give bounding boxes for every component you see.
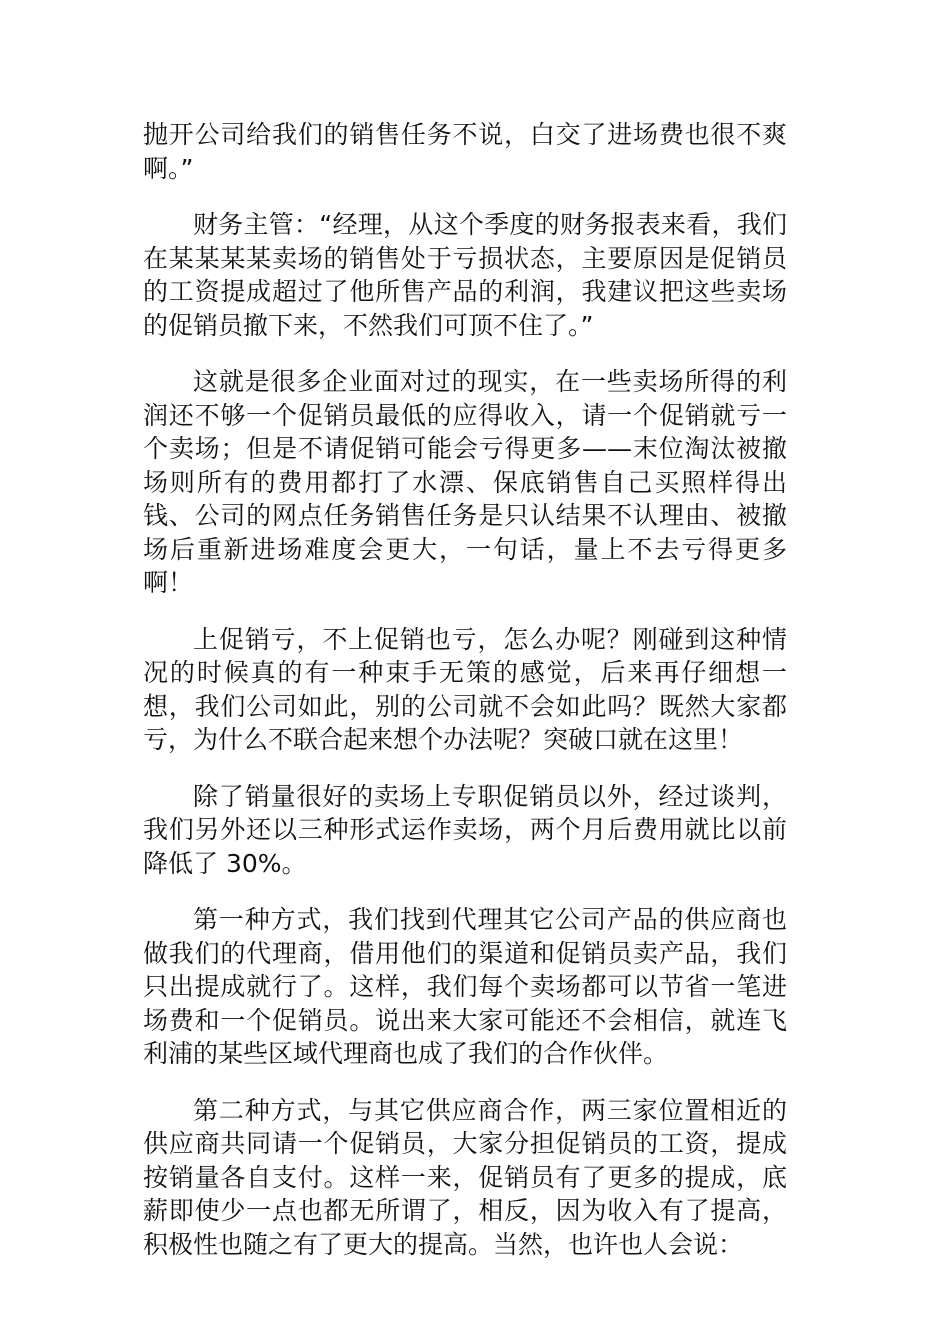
paragraph-continuation: 抛开公司给我们的销售任务不说，白交了进场费也很不爽啊。” xyxy=(143,120,787,183)
paragraph-method-one: 第一种方式，我们找到代理其它公司产品的供应商也做我们的代理商，借用他们的渠道和促销员卖产品，我们只出提成就行了。这样，我们每个卖场都可以节省一笔进场费和一个促销员。说出来大家可能还不会相信，就连飞利浦的某些区域代理商也成了我们的合作伙伴。 xyxy=(143,905,787,1068)
paragraph-finance-manager-quote: 财务主管：“经理，从这个季度的财务报表来看，我们在某某某某卖场的销售处于亏损状态，主要原因是促销员的工资提成超过了他所售产品的利润，我建议把这些卖场的促销员撤下来，不然我们可顶不住了。” xyxy=(143,210,787,340)
paragraph-method-two: 第二种方式，与其它供应商合作，两三家位置相近的供应商共同请一个促销员，大家分担促销员的工资，提成按销量各自支付。这样一来，促销员有了更多的提成，底薪即使少一点也都无所谓了，相反，因为收入有了提高，积极性也随之有了更大的提高。当然，也许也人会说： xyxy=(143,1095,787,1259)
paragraph-dilemma: 上促销亏，不上促销也亏，怎么办呢？刚碰到这种情况的时候真的有一种束手无策的感觉，后来再仔细想一想，我们公司如此，别的公司就不会如此吗？既然大家都亏，为什么不联合起来想个办法呢？突破口就在这里！ xyxy=(143,624,787,754)
paragraph-three-methods: 除了销量很好的卖场上专职促销员以外，经过谈判，我们另外还以三种形式运作卖场，两个月后费用就比以前降低了 30%。 xyxy=(143,781,787,878)
document-page xyxy=(143,118,787,1284)
paragraph-reality: 这就是很多企业面对过的现实，在一些卖场所得的利润还不够一个促销员最低的应得收入，请一个促销就亏一个卖场；但是不请促销可能会亏得更多——末位淘汰被撤场则所有的费用都打了水漂、保底销售自己买照样得出钱、公司的网点任务销售任务是只认结果不认理由、被撤场后重新进场难度会更大，一句话，量上不去亏得更多啊！ xyxy=(143,367,787,597)
